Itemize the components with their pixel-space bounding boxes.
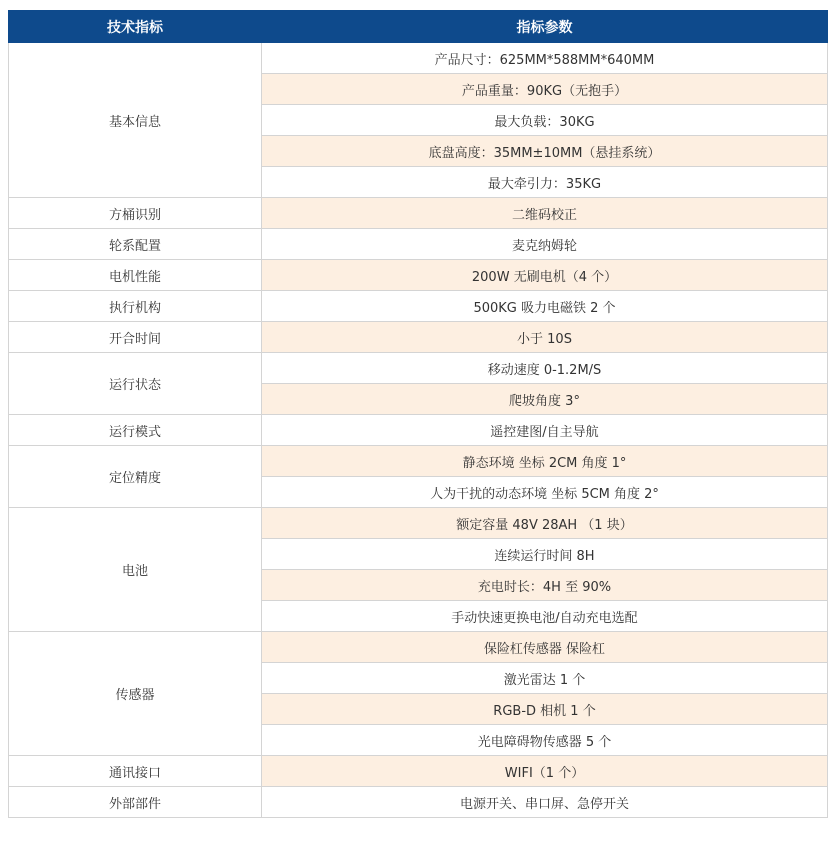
value-cell: 充电时长：4H 至 90%	[262, 570, 828, 601]
category-cell: 通讯接口	[9, 756, 262, 787]
table-row	[9, 198, 828, 229]
value-cell: 产品重量：90KG（无抱手）	[262, 74, 828, 105]
table-row	[9, 415, 828, 446]
table-row	[9, 508, 828, 539]
value-cell: 最大负载：30KG	[262, 105, 828, 136]
table-row	[9, 291, 828, 322]
table-row	[9, 229, 828, 260]
category-cell: 基本信息	[9, 43, 262, 198]
value-cell: 遥控建图/自主导航	[262, 415, 828, 446]
category-cell: 轮系配置	[9, 229, 262, 260]
category-cell: 执行机构	[9, 291, 262, 322]
table-row	[9, 260, 828, 291]
value-cell: 静态环境 坐标 2CM 角度 1°	[262, 446, 828, 477]
value-cell: 电源开关、串口屏、急停开关	[262, 787, 828, 818]
value-cell: 最大牵引力：35KG	[262, 167, 828, 198]
value-cell: 额定容量 48V 28AH （1 块）	[262, 508, 828, 539]
table-row	[9, 787, 828, 818]
value-cell: 移动速度 0-1.2M/S	[262, 353, 828, 384]
header-indicator-parameters: 指标参数	[262, 11, 828, 43]
table-row	[9, 43, 828, 74]
category-cell: 运行模式	[9, 415, 262, 446]
value-cell: 光电障碍物传感器 5 个	[262, 725, 828, 756]
value-cell: 手动快速更换电池/自动充电选配	[262, 601, 828, 632]
value-cell: 底盘高度：35MM±10MM（悬挂系统）	[262, 136, 828, 167]
table-row	[9, 322, 828, 353]
category-cell: 外部部件	[9, 787, 262, 818]
category-cell: 开合时间	[9, 322, 262, 353]
value-cell: 连续运行时间 8H	[262, 539, 828, 570]
value-cell: 麦克纳姆轮	[262, 229, 828, 260]
spec-table	[8, 10, 828, 818]
table-row	[9, 632, 828, 663]
value-cell: 保险杠传感器 保险杠	[262, 632, 828, 663]
category-cell: 电机性能	[9, 260, 262, 291]
category-cell: 运行状态	[9, 353, 262, 415]
value-cell: 爬坡角度 3°	[262, 384, 828, 415]
category-cell: 定位精度	[9, 446, 262, 508]
value-cell: 200W 无刷电机（4 个）	[262, 260, 828, 291]
value-cell: RGB-D 相机 1 个	[262, 694, 828, 725]
value-cell: 500KG 吸力电磁铁 2 个	[262, 291, 828, 322]
value-cell: 激光雷达 1 个	[262, 663, 828, 694]
value-cell: 人为干扰的动态环境 坐标 5CM 角度 2°	[262, 477, 828, 508]
table-row	[9, 446, 828, 477]
category-cell: 方桶识别	[9, 198, 262, 229]
category-cell: 传感器	[9, 632, 262, 756]
header-row	[9, 11, 828, 43]
value-cell: WIFI（1 个）	[262, 756, 828, 787]
category-cell: 电池	[9, 508, 262, 632]
header-technical-indicator: 技术指标	[9, 11, 262, 43]
value-cell: 二维码校正	[262, 198, 828, 229]
table-row	[9, 353, 828, 384]
value-cell: 产品尺寸：625MM*588MM*640MM	[262, 43, 828, 74]
table-row	[9, 756, 828, 787]
value-cell: 小于 10S	[262, 322, 828, 353]
